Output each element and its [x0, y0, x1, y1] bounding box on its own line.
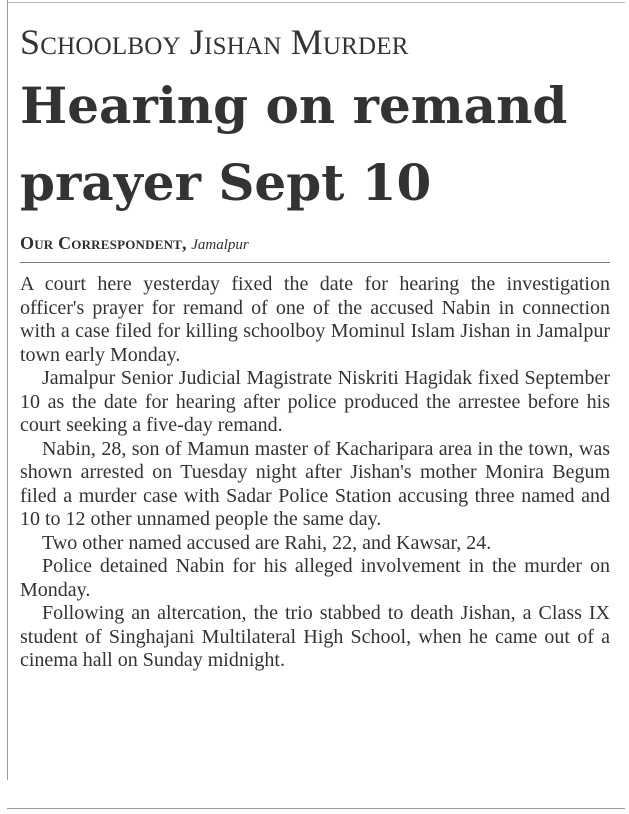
paragraph-4: Two other named accused are Rahi, 22, and Kawsar, 24.	[42, 531, 492, 554]
article-body	[20, 273, 610, 673]
paragraph-3: Nabin, 28, son of Mamun master of Kacharipara area in the town, was shown arrested on Tuesday night after Jishan's mother Monira Begum filed a murder case with Sadar Police Station accusing three named and 10 to 12 other unnamed people the same day.	[20, 437, 610, 530]
byline-correspondent: Our Correspondent,	[20, 233, 187, 253]
byline	[20, 231, 610, 257]
byline-location: Jamalpur	[191, 237, 249, 253]
paragraph-6: Following an altercation, the trio stabbed to death Jishan, a Class IX student of Singhajani Multilateral High School, when he came out of a cinema hall on Sunday midnight.	[20, 602, 610, 671]
paragraph-2: Jamalpur Senior Judicial Magistrate Niskriti Hagidak fixed September 10 as the date for hearing after police produced the arrestee before his court seeking a five-day remand.	[20, 367, 610, 436]
paragraph-5: Police detained Nabin for his alleged involvement in the murder on Monday.	[20, 555, 610, 601]
article-kicker: Schoolboy Jishan Murder	[20, 22, 409, 62]
bottom-border-rule	[7, 808, 625, 809]
paragraph-1: A court here yesterday fixed the date for hearing the investigation officer's prayer for remand of one of the accused Nabin in connection with a case filed for killing schoolboy Mominul Islam Jishan in Jamalpur town early Monday.	[20, 273, 610, 366]
top-border-rule	[7, 2, 625, 3]
left-border-rule	[7, 0, 8, 780]
byline-divider	[20, 262, 610, 263]
article-headline: Hearing on remand prayer Sept 10	[20, 76, 568, 212]
news-article	[20, 20, 610, 673]
